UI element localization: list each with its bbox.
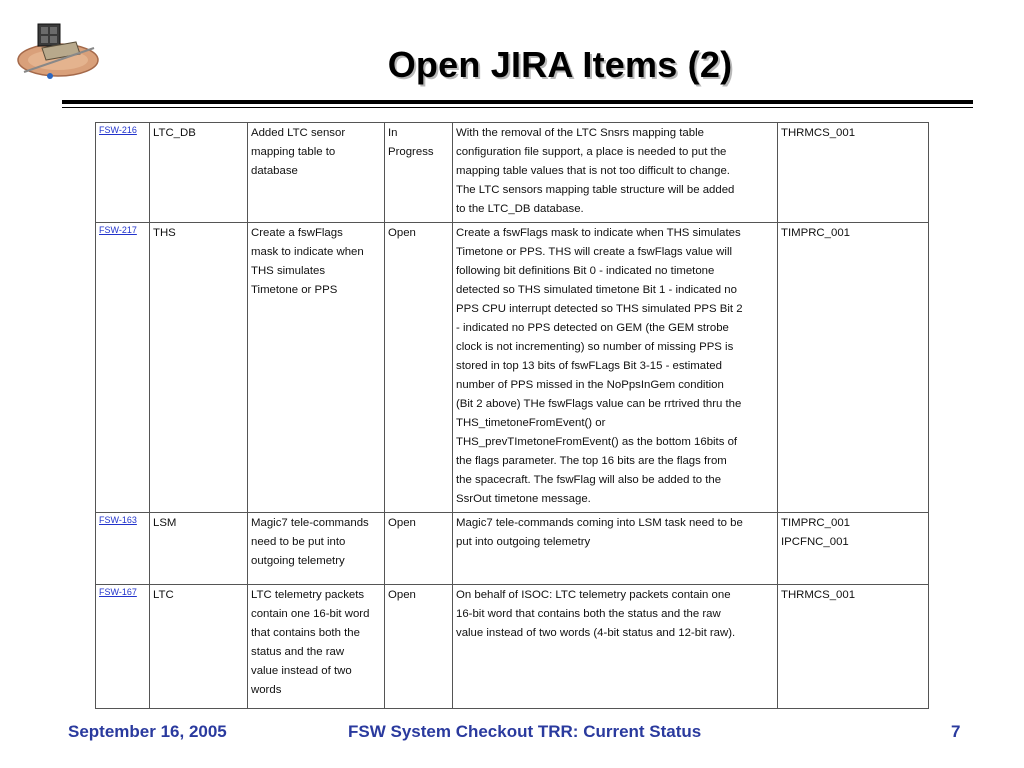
component-cell: [150, 123, 248, 223]
description-cell: [453, 513, 778, 585]
page-number: 7: [951, 722, 961, 741]
description-cell: [453, 585, 778, 709]
status-text: Open: [388, 517, 416, 529]
status-text: Open: [388, 227, 416, 239]
footer-date: September 16, 2005: [68, 722, 227, 741]
table-row: [96, 513, 929, 585]
satellite-logo-icon: [14, 14, 106, 86]
issue-id-cell: [96, 585, 150, 709]
summary-cell: [248, 123, 385, 223]
summary-cell: [248, 223, 385, 513]
status-cell: [385, 585, 453, 709]
component-text: LSM: [153, 517, 177, 529]
summary-cell: [248, 513, 385, 585]
issue-link[interactable]: FSW-216: [99, 125, 137, 135]
description-text: With the removal of the LTC Snsrs mapping table configuration file support, a place is needed to put the mapping table values that is not too difficult to change. The LTC sensors mapping table structure will be added to the LTC_DB database.: [456, 127, 735, 215]
requirement-cell: [778, 513, 929, 585]
component-text: LTC: [153, 589, 174, 601]
requirement-text: TIMPRC_001: [781, 227, 851, 239]
table-row: [96, 123, 929, 223]
requirement-cell: [778, 585, 929, 709]
issue-link[interactable]: FSW-167: [99, 587, 137, 597]
status-text: Open: [388, 589, 416, 601]
title-divider-thick: [62, 100, 973, 104]
title-divider-thin: [62, 107, 973, 108]
requirement-cell: [778, 223, 929, 513]
requirement-cell: [778, 123, 929, 223]
issue-id-cell: [96, 123, 150, 223]
status-text: In Progress: [388, 127, 434, 158]
summary-text: Magic7 tele-commands need to be put into outgoing telemetry: [251, 517, 369, 567]
description-text: On behalf of ISOC: LTC telemetry packets contain one 16-bit word that contains both the status and the raw value instead of two words (4-bit status and 12-bit raw).: [456, 589, 736, 639]
summary-text: Added LTC sensor mapping table to database: [251, 127, 346, 177]
issue-link[interactable]: FSW-217: [99, 225, 137, 235]
footer-title: FSW System Checkout TRR: Current Status: [348, 722, 702, 741]
slide-title: Open JIRA Items (2): [387, 44, 733, 85]
table-row: [96, 585, 929, 709]
component-text: THS: [153, 227, 176, 239]
table-row: [96, 223, 929, 513]
issue-link[interactable]: FSW-163: [99, 515, 137, 525]
jira-items-table: [95, 122, 929, 709]
summary-text: LTC telemetry packets contain one 16-bit word that contains both the status and the raw value instead of two words: [251, 589, 370, 696]
summary-cell: [248, 585, 385, 709]
status-cell: [385, 223, 453, 513]
description-cell: [453, 223, 778, 513]
status-cell: [385, 123, 453, 223]
description-cell: [453, 123, 778, 223]
component-cell: [150, 513, 248, 585]
description-text: Magic7 tele-commands coming into LSM task need to be put into outgoing telemetry: [456, 517, 743, 548]
requirement-text: THRMCS_001: [781, 589, 856, 601]
issue-id-cell: [96, 513, 150, 585]
issue-id-cell: [96, 223, 150, 513]
status-cell: [385, 513, 453, 585]
requirement-text: THRMCS_001: [781, 127, 856, 139]
component-cell: [150, 223, 248, 513]
summary-text: Create a fswFlags mask to indicate when THS simulates Timetone or PPS: [251, 227, 364, 296]
component-cell: [150, 585, 248, 709]
component-text: LTC_DB: [153, 127, 196, 139]
description-text: Create a fswFlags mask to indicate when THS simulates Timetone or PPS. THS will create a fswFlags value will following bit definitions Bit 0 - indicated no timetone detected so THS simulated timetone Bit 1 - indicated no PPS CPU interrupt detected so THS simulated PPS Bit 2 - indicated no PPS detected on GEM (the GEM strobe clock is not incrementing) so number of missing PPS is stored in top 13 bits of fswFLags Bit 3-15 - estimated number of PPS missed in the NoPpsInGem condition (Bit 2 above) THe fswFlags value can be rrtrived thru the THS_timetoneFromEvent() or THS_prevTImetoneFromEvent() as the bottom 16bits of the flags parameter. The top 16 bits are the flags from the spacecraft. The fswFlag will also be added to the SsrOut timetone message.: [456, 227, 743, 505]
requirement-text: TIMPRC_001 IPCFNC_001: [781, 517, 851, 548]
